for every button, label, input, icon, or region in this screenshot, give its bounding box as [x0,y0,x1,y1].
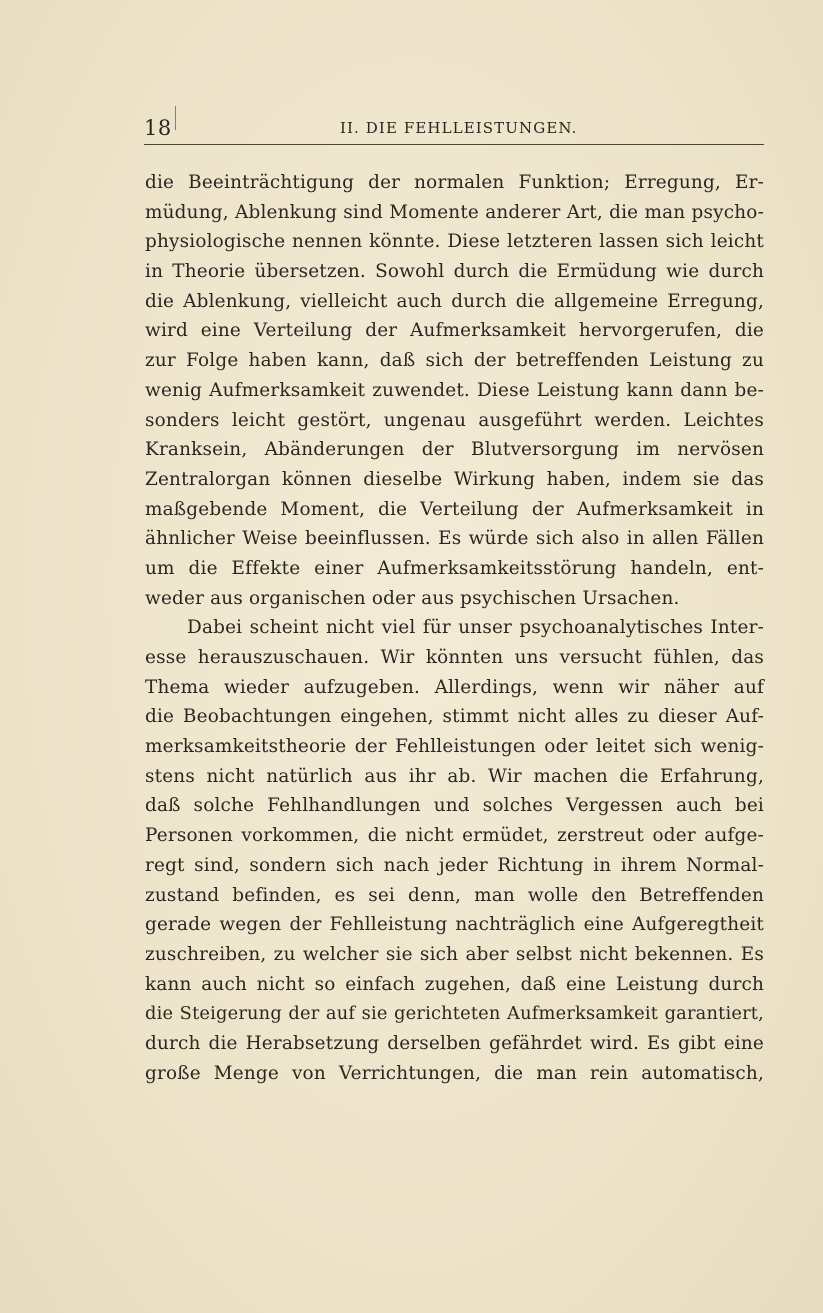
text-line: Thema wieder aufzugeben. Allerdings, wenn wir näher auf [145,676,764,698]
text-line: weder aus organischen oder aus psychischen Ursachen. [145,587,680,609]
text-line: die Beeinträchtigung der normalen Funktion; Erregung, Er- [145,172,764,193]
text-line: merksamkeitstheorie der Fehlleistungen oder leitet sich wenig- [145,736,764,758]
text-line: physiologische nennen könnte. Diese letzteren lassen sich leicht [145,231,764,253]
paragraph-first-line: Dabei scheint nicht viel für unser psychoanalytisches Inter- [187,617,764,639]
text-line: die Steigerung der auf sie gerichteten Aufmerksamkeit garantiert, [145,1003,764,1025]
text-line: stens nicht natürlich aus ihr ab. Wir machen die Erfahrung, [145,765,764,787]
text-line: zuschreiben, zu welcher sie sich aber selbst nicht bekennen. Es [145,943,764,965]
text-line: Kranksein, Abänderungen der Blutversorgung im nervösen [145,439,764,461]
text-line: müdung, Ablenkung sind Momente anderer Art, die man psycho- [145,201,764,223]
text-line: Personen vorkommen, die nicht ermüdet, zerstreut oder aufge- [145,825,764,847]
text-line: die Ablenkung, vielleicht auch durch die allgemeine Erregung, [145,290,764,312]
text-line: große Menge von Verrichtungen, die man rein automatisch, [145,1062,764,1084]
text-line: regt sind, sondern sich nach jeder Richtung in ihrem Normal- [145,854,764,876]
text-line: die Beobachtungen eingehen, stimmt nicht alles zu dieser Auf- [145,706,764,728]
text-line: zustand befinden, es sei denn, man wolle den Betreffenden [145,884,764,906]
text-line: wird eine Verteilung der Aufmerksamkeit hervorgerufen, die [145,320,764,342]
header-margin-mark [175,106,176,130]
text-line: durch die Herabsetzung derselben gefährdet wird. Es gibt eine [145,1032,764,1054]
body-text [145,168,764,1088]
text-line: maßgebende Moment, die Verteilung der Aufmerksamkeit in [145,498,764,520]
text-line: Zentralorgan können dieselbe Wirkung haben, indem sie das [145,468,764,490]
text-line: kann auch nicht so einfach zugehen, daß eine Leistung durch [145,973,764,995]
text-line: wenig Aufmerksamkeit zuwendet. Diese Leistung kann dann be- [145,379,764,401]
text-line: zur Folge haben kann, daß sich der betreffenden Leistung zu [145,350,764,372]
text-line: gerade wegen der Fehlleistung nachträglich eine Aufgeregtheit [145,914,764,936]
page-number: 18 [144,116,172,140]
text-line: ähnlicher Weise beeinflussen. Es würde sich also in allen Fällen [145,528,764,550]
text-line: in Theorie übersetzen. Sowohl durch die Ermüdung wie durch [145,261,764,283]
text-line: daß solche Fehlhandlungen und solches Vergessen auch bei [145,795,764,817]
text-line: um die Effekte einer Aufmerksamkeitsstörung handeln, ent- [145,557,764,579]
text-line: esse herauszuschauen. Wir könnten uns versucht fühlen, das [145,647,764,668]
text-line: sonders leicht gestört, ungenau ausgeführt werden. Leichtes [145,409,764,431]
page-header [144,112,764,145]
running-title: II. DIE FEHLLEISTUNGEN. [340,119,578,137]
